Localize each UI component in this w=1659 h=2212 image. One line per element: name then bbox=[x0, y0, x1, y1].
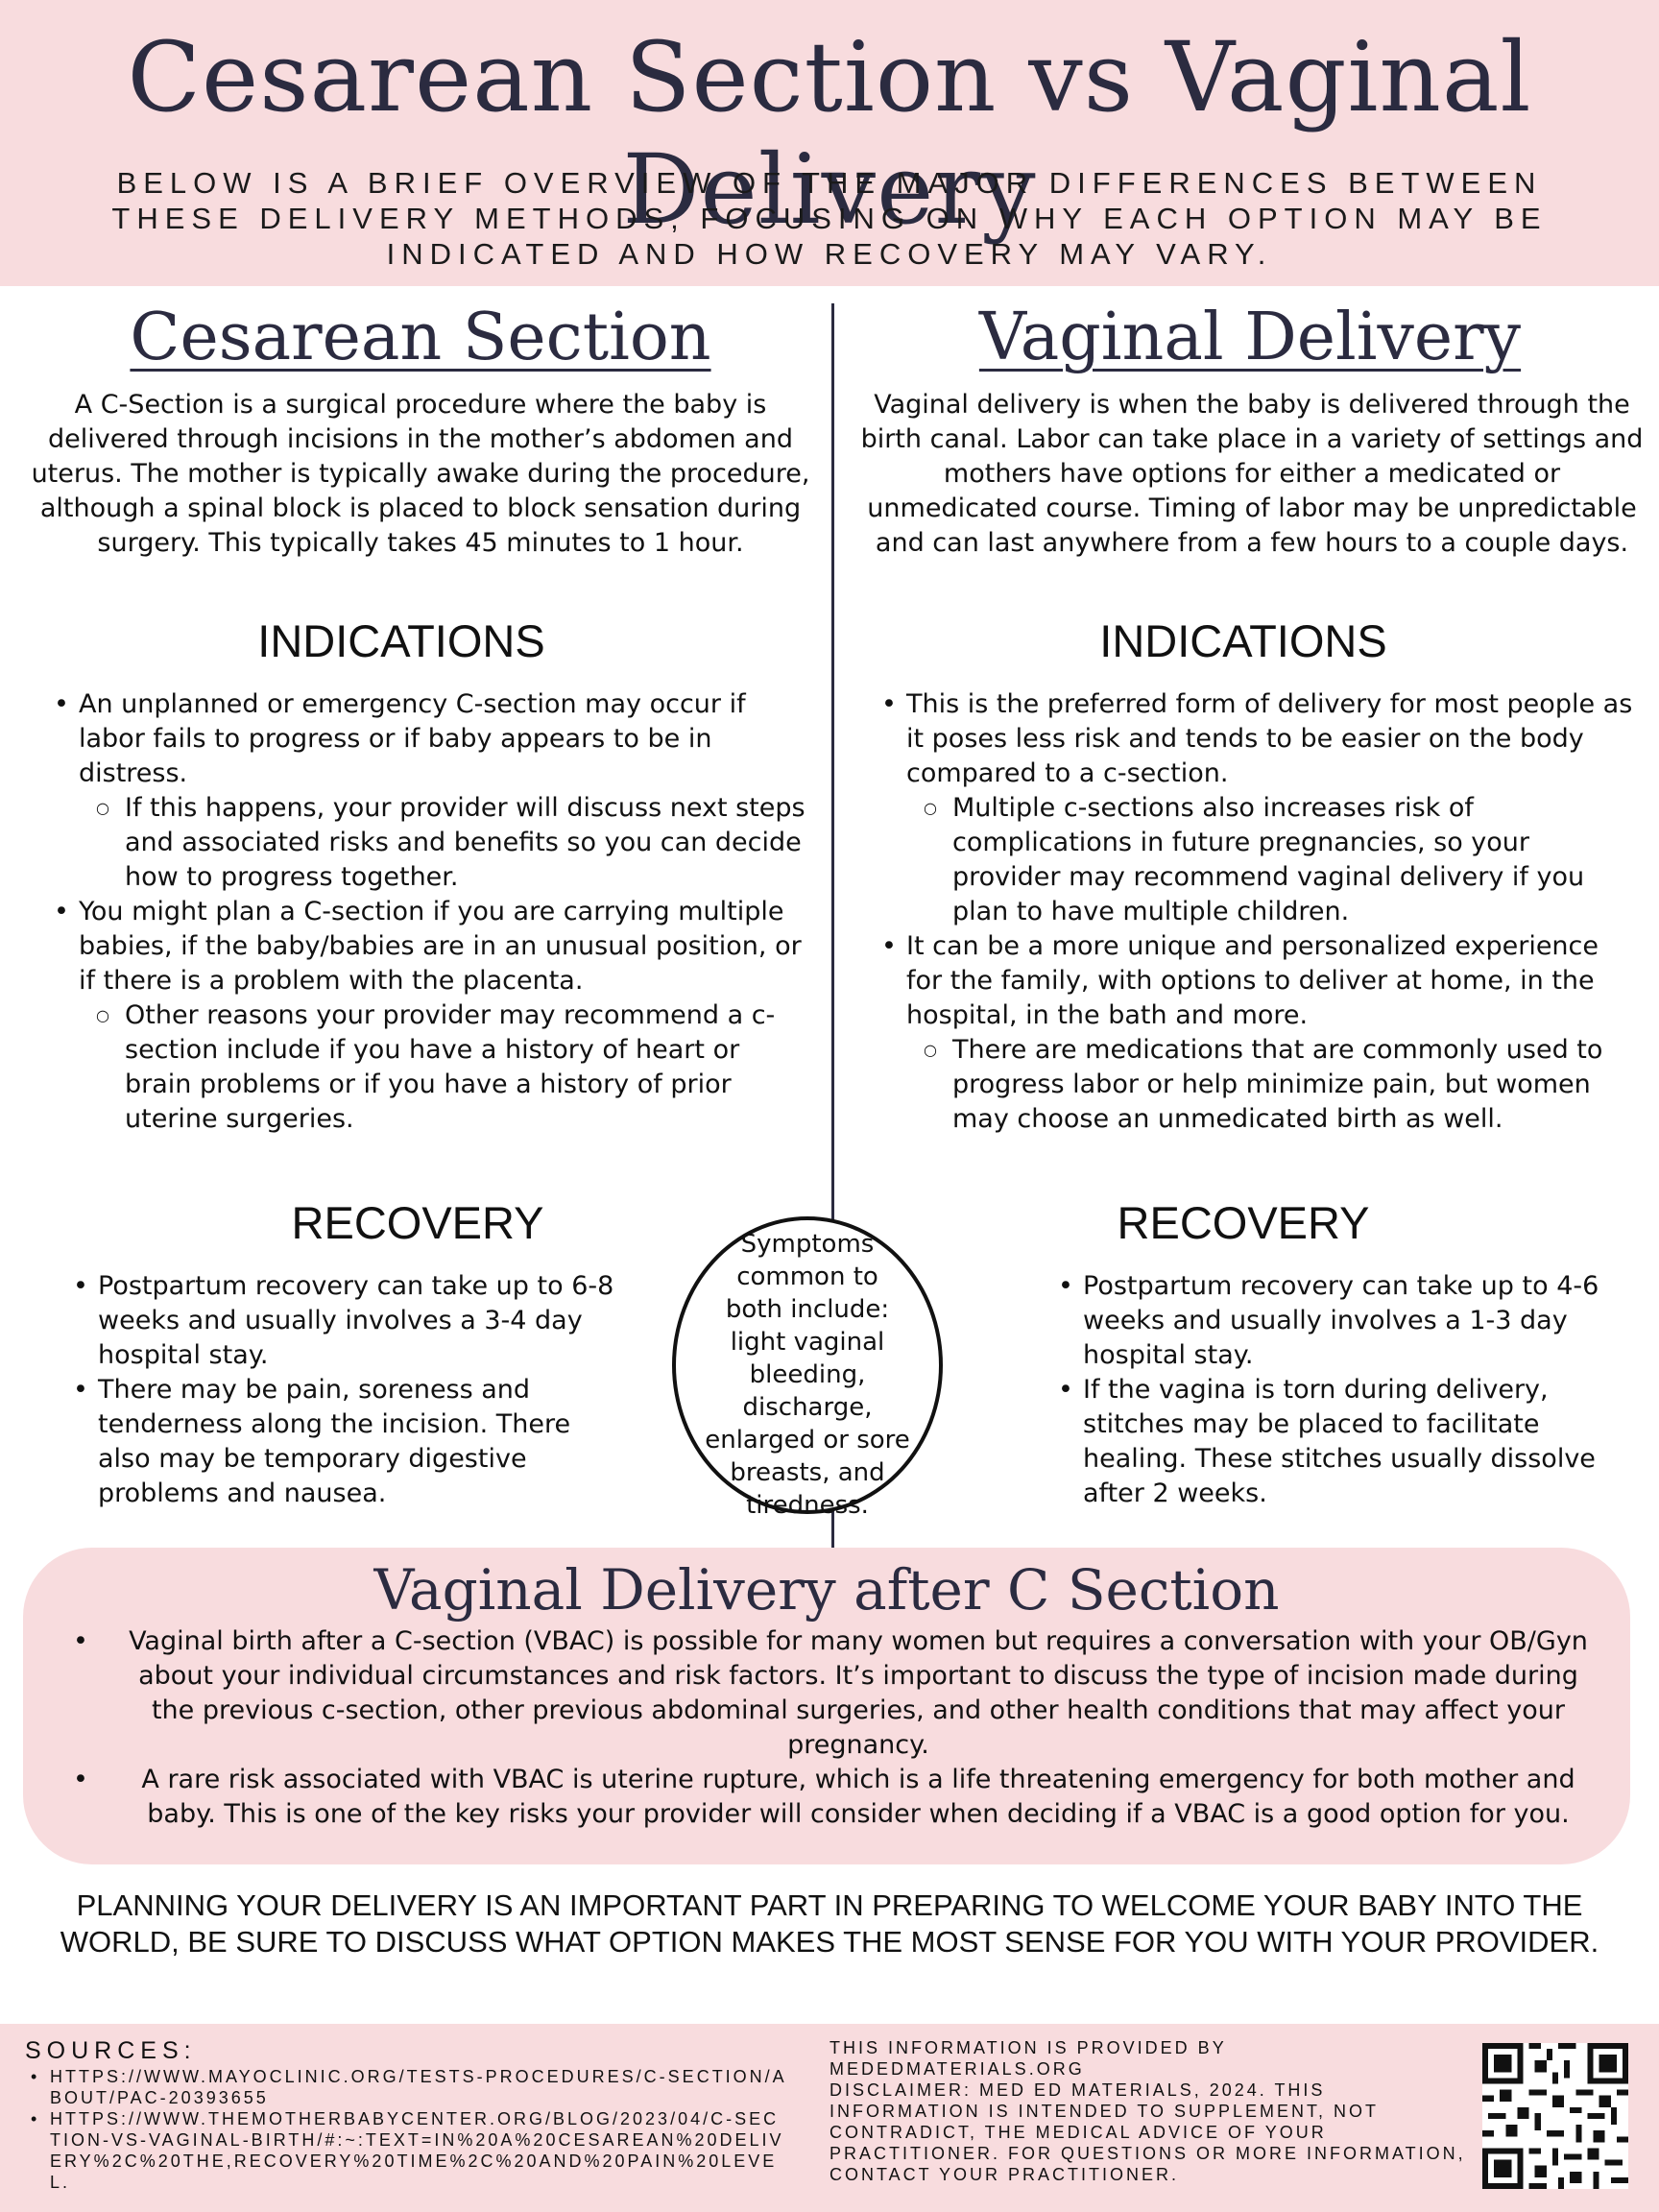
sources-list bbox=[29, 2066, 787, 2193]
vbac-section bbox=[23, 1548, 1630, 1864]
footer bbox=[0, 2024, 1659, 2212]
list-item: • This is the preferred form of delivery for most people as it poses less risk and tends to be easier on the body compared to a c-section. ○ Multiple c-sections also increases risk of complications in future pregnancies, so your provider may recommend vaginal delivery if you plan to have multiple children. bbox=[878, 687, 1636, 929]
qr-code-icon[interactable] bbox=[1482, 2043, 1628, 2189]
sub-list-item: ○ There are medications that are commonly used to progress labor or help minimize pain, but women may choose an unmedicated birth as well. bbox=[906, 1033, 1636, 1137]
cesarean-recovery-list bbox=[69, 1269, 626, 1511]
provided-by-text: THIS INFORMATION IS PROVIDED BY MEDEDMATERIALS.ORG bbox=[830, 2038, 1227, 2079]
list-item: • There may be pain, soreness and tenderness along the incision. There also may be temporary digestive problems and nausea. bbox=[69, 1373, 626, 1511]
cesarean-indications-heading: INDICATIONS bbox=[257, 615, 545, 666]
list-item: • It can be a more unique and personalized experience for the family, with options to deliver at home, in the hospital, in the bath and more. ○ There are medications that are commonly used to progress labor or help minimize pain, but women may choose an unmedicated birth as well. bbox=[878, 929, 1636, 1137]
sub-list-item: ○ Other reasons your provider may recommend a c-section include if you have a history of heart or brain problems or if you have a history of prior uterine surgeries. bbox=[79, 998, 808, 1137]
page-subtitle: BELOW IS A BRIEF OVERVIEW OF THE MAJOR DIFFERENCES BETWEEN THESE DELIVERY METHODS, FOCUSING ON WHY EACH OPTION MAY BE INDICATED AND HOW RECOVERY MAY VARY. bbox=[111, 166, 1548, 271]
source-link[interactable]: • HTTPS://WWW.MAYOCLINIC.ORG/TESTS-PROCEDURES/C-SECTION/ABOUT/PAC-20393655 bbox=[29, 2066, 787, 2108]
list-item: • Postpartum recovery can take up to 6-8 weeks and usually involves a 3-4 day hospital stay. bbox=[69, 1269, 626, 1373]
vaginal-title: Vaginal Delivery bbox=[978, 300, 1522, 375]
list-item: • A rare risk associated with VBAC is uterine rupture, which is a life threatening emergency for both mother and baby. This is one of the key risks your provider will consider when deciding if a VBAC is a good option for you. bbox=[61, 1763, 1598, 1832]
header-banner bbox=[0, 0, 1659, 286]
cesarean-indications-list bbox=[50, 687, 808, 1137]
common-symptoms-text: Symptoms common to both include: light vaginal bleeding, discharge, enlarged or sore breasts, and tiredness. bbox=[705, 1230, 910, 1520]
disclaimer-text: DISCLAIMER: MED ED MATERIALS, 2024. THIS INFORMATION IS INTENDED TO SUPPLEMENT, NOT CONTRADICT, THE MEDICAL ADVICE OF YOUR PRACTITIONER. FOR QUESTIONS OR MORE INFORMATION, CONTACT YOUR PRACTITIONER. bbox=[830, 2080, 1466, 2184]
common-symptoms-circle bbox=[672, 1216, 943, 1520]
closing-statement: PLANNING YOUR DELIVERY IS AN IMPORTANT PART IN PREPARING TO WELCOME YOUR BABY INTO THE WORLD, BE SURE TO DISCUSS WHAT OPTION MAKES THE MOST SENSE FOR YOU WITH YOUR PROVIDER. bbox=[60, 1888, 1599, 1959]
vbac-title: Vaginal Delivery after C Section bbox=[373, 1557, 1280, 1623]
vbac-list bbox=[61, 1624, 1598, 1832]
list-item: • Vaginal birth after a C-section (VBAC) is possible for many women but requires a conversation with your OB/Gyn about your individual circumstances and risk factors. It’s important to discuss the type of incision made during the previous c-section, other previous abdominal surgeries, and other health conditions that may affect your pregnancy. bbox=[61, 1624, 1598, 1763]
cesarean-title: Cesarean Section bbox=[130, 300, 711, 375]
vaginal-recovery-heading: RECOVERY bbox=[1117, 1197, 1370, 1248]
page-title: Cesarean Section vs Vaginal Delivery bbox=[127, 21, 1532, 246]
cesarean-recovery-heading: RECOVERY bbox=[291, 1197, 544, 1248]
sub-list-item: ○ Multiple c-sections also increases risk of complications in future pregnancies, so your provider may recommend vaginal delivery if you plan to have multiple children. bbox=[906, 791, 1636, 929]
list-item: • Postpartum recovery can take up to 4-6 weeks and usually involves a 1-3 day hospital stay. bbox=[1054, 1269, 1611, 1373]
vaginal-indications-heading: INDICATIONS bbox=[1099, 615, 1387, 666]
cesarean-intro: A C-Section is a surgical procedure where the baby is delivered through incisions in the mother’s abdomen and uterus. The mother is typically awake during the procedure, although a spinal block is placed to block sensation during surgery. This typically takes 45 minutes to 1 hour. bbox=[31, 390, 810, 558]
list-item: • An unplanned or emergency C-section may occur if labor fails to progress or if baby appears to be in distress. ○ If this happens, your provider will discuss next steps and associated risks and benefits so you can decide how to progress together. bbox=[50, 687, 808, 895]
source-link[interactable]: • HTTPS://WWW.THEMOTHERBABYCENTER.ORG/BLOG/2023/04/C-SECTION-VS-VAGINAL-BIRTH/#:~:TEXT=IN%20A%20CESAREAN%20DELIVERY%2C%20THE,RECOVERY%20TIME%2C%20AND%20PAIN%20LEVEL. bbox=[29, 2108, 787, 2193]
disclaimer-block bbox=[830, 2037, 1482, 2185]
sub-list-item: ○ If this happens, your provider will discuss next steps and associated risks and benefits so you can decide how to progress together. bbox=[79, 791, 808, 895]
vaginal-intro: Vaginal delivery is when the baby is delivered through the birth canal. Labor can take place in a variety of settings and mothers have options for either a medicated or unmedicated course. Timing of labor may be unpredictable and can last anywhere from a few hours to a couple days. bbox=[860, 390, 1644, 558]
vaginal-recovery-list bbox=[1054, 1269, 1611, 1511]
list-item: • If the vagina is torn during delivery, stitches may be placed to facilitate healing. These stitches usually dissolve after 2 weeks. bbox=[1054, 1373, 1611, 1511]
sources-label: SOURCES: bbox=[25, 2037, 197, 2064]
list-item: • You might plan a C-section if you are carrying multiple babies, if the baby/babies are in an unusual position, or if there is a problem with the placenta. ○ Other reasons your provider may recommend a c-section include if you have a history of heart or brain problems or if you have a history of prior uterine surgeries. bbox=[50, 895, 808, 1137]
vaginal-indications-list bbox=[878, 687, 1636, 1137]
